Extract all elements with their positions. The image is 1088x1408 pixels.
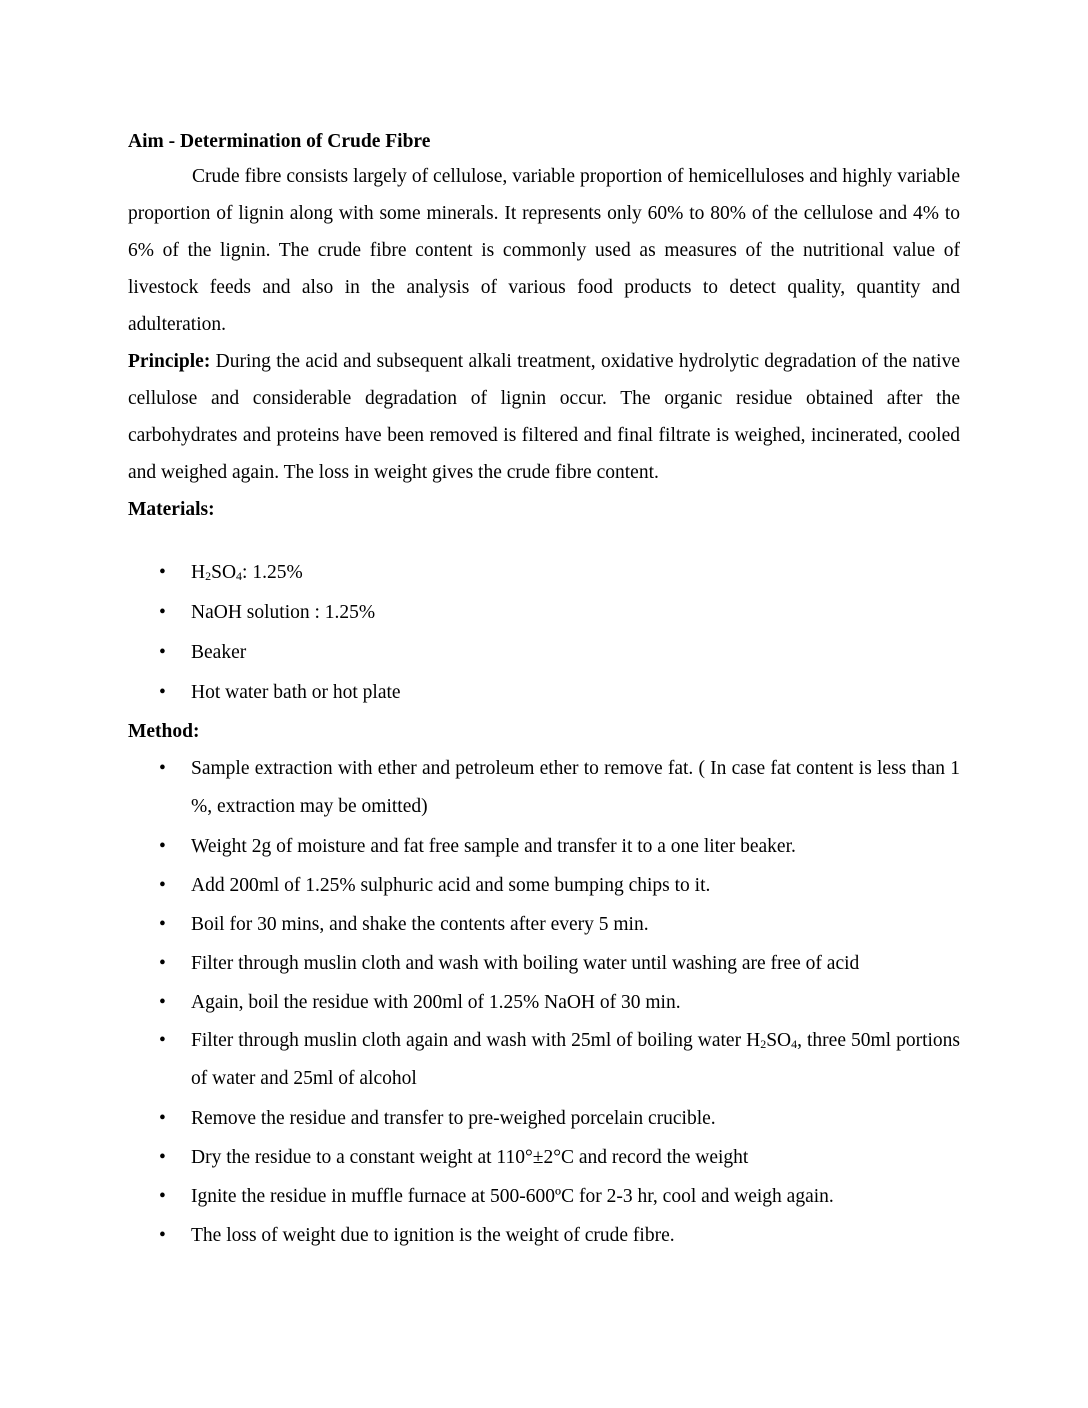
principle-label: Principle:: [128, 351, 211, 372]
method-step: [128, 1138, 960, 1177]
method-step-text: Filter through muslin cloth and wash with boiling water until washing are free of acid: [191, 953, 860, 974]
method-step-text: Sample extraction with ether and petroleum ether to remove fat. ( In case fat content is less than 1 %, extraction may be omitted): [191, 758, 960, 817]
formula-part: H: [191, 562, 206, 583]
method-step-text: Filter through muslin cloth again and wash with 25ml of boiling water H: [191, 1030, 761, 1051]
bullet-icon: •: [159, 562, 166, 583]
bullet-icon: •: [159, 914, 166, 935]
method-step-text: Again, boil the residue with 200ml of 1.25% NaOH of 30 min.: [191, 992, 681, 1013]
bullet-icon: •: [159, 953, 166, 974]
bullet-icon: •: [159, 1108, 166, 1129]
document-page: [128, 126, 960, 1255]
method-step: [128, 827, 960, 866]
formula-subscript: 4: [236, 569, 243, 583]
materials-item-text: Hot water bath or hot plate: [191, 682, 401, 703]
method-step: [128, 1216, 960, 1255]
bullet-icon: •: [159, 992, 166, 1013]
method-step-text: Dry the residue to a constant weight at 110°±2°C and record the weight: [191, 1147, 749, 1168]
materials-heading: Materials:: [128, 499, 215, 520]
method-step-text: Ignite the residue in muffle furnace at 500-600ºC for 2-3 hr, cool and weigh again.: [191, 1186, 834, 1207]
bullet-icon: •: [159, 1225, 166, 1246]
method-step-text: Weight 2g of moisture and fat free sample and transfer it to a one liter beaker.: [191, 836, 796, 857]
bullet-icon: •: [159, 602, 166, 623]
materials-item-text: Beaker: [191, 642, 247, 663]
bullet-icon: •: [159, 1186, 166, 1207]
method-step-text: The loss of weight due to ignition is the weight of crude fibre.: [191, 1225, 675, 1246]
bullet-icon: •: [159, 1147, 166, 1168]
method-step: [128, 944, 960, 983]
principle-text: During the acid and subsequent alkali treatment, oxidative hydrolytic degradation of the native cellulose and considerable degradation of lignin occur. The organic residue obtained after the carbohydrates and proteins have been removed is filtered and final filtrate is weighed, incinerated, cooled and weighed again. The loss in weight gives the crude fibre content.: [128, 351, 960, 483]
formula-part: SO: [211, 562, 237, 583]
materials-item: [128, 633, 960, 673]
method-step: [128, 1099, 960, 1138]
method-heading: Method:: [128, 721, 200, 742]
method-step: [128, 750, 960, 825]
method-step: [128, 1177, 960, 1216]
formula-part: : 1.25%: [242, 562, 303, 583]
bullet-icon: •: [159, 682, 166, 703]
method-step-text: Add 200ml of 1.25% sulphuric acid and some bumping chips to it.: [191, 875, 711, 896]
formula-subscript: 4: [791, 1037, 798, 1051]
materials-item: [128, 553, 960, 593]
materials-item: [128, 673, 960, 713]
method-step-text: Remove the residue and transfer to pre-weighed porcelain crucible.: [191, 1108, 716, 1129]
method-step-text: , three 50ml portions of water and 25ml of alcohol: [191, 1030, 960, 1089]
document-title: [128, 126, 960, 158]
method-step: [128, 1022, 960, 1097]
formula-subscript: 2: [760, 1037, 767, 1051]
method-step: [128, 905, 960, 944]
method-step: [128, 866, 960, 905]
materials-item: [128, 593, 960, 633]
materials-list: [128, 553, 960, 713]
method-step: [128, 983, 960, 1022]
intro-paragraph: Crude fibre consists largely of cellulose, variable proportion of hemicelluloses and highly variable proportion of lignin along with some minerals. It represents only 60% to 80% of the cellulose and 4% to 6% of the lignin. The crude fibre content is commonly used as measures of the nutritional value of livestock feeds and also in the analysis of various food products to detect quality, quantity and adulteration.: [128, 166, 960, 335]
method-step-text: Boil for 30 mins, and shake the contents after every 5 min.: [191, 914, 649, 935]
method-step-text: SO: [766, 1030, 792, 1051]
bullet-icon: •: [159, 1030, 166, 1051]
title-text: Determination of Crude Fibre: [180, 131, 431, 152]
bullet-icon: •: [159, 642, 166, 663]
materials-item-text: NaOH solution : 1.25%: [191, 602, 376, 623]
formula-subscript: 2: [205, 569, 212, 583]
principle-paragraph: [128, 343, 960, 491]
bullet-icon: •: [159, 758, 166, 779]
bullet-icon: •: [159, 875, 166, 896]
method-list: [128, 750, 960, 1255]
bullet-icon: •: [159, 836, 166, 857]
title-prefix: Aim -: [128, 131, 180, 152]
